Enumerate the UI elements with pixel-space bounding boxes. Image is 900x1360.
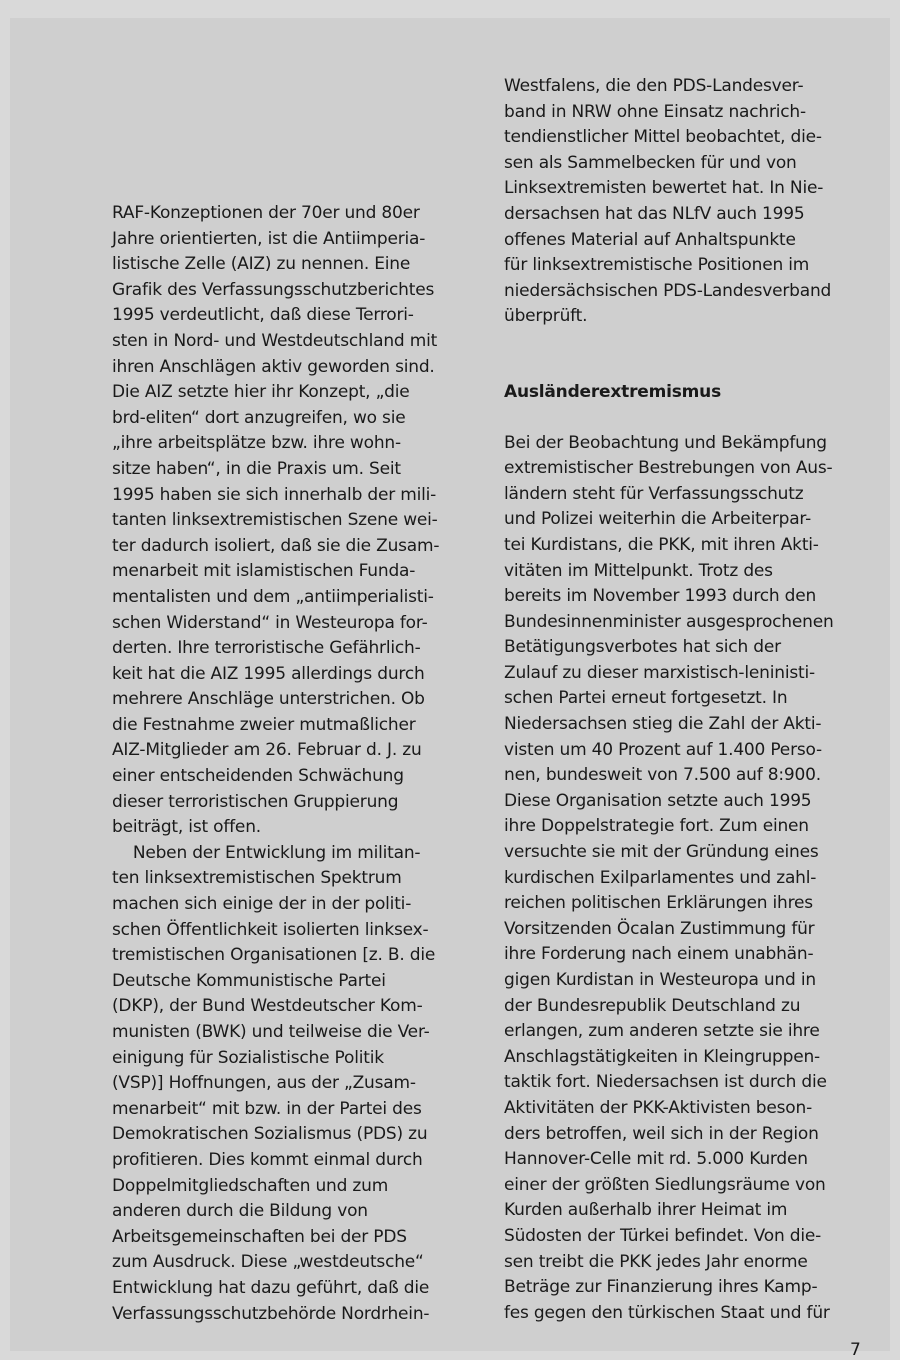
right-text-column xyxy=(504,74,868,1326)
text-line: dieser terroristischen Gruppierung xyxy=(112,791,399,812)
text-line: sitze haben“, in die Praxis um. Seit xyxy=(112,458,401,479)
text-line: Niedersachsen stieg die Zahl der Akti- xyxy=(504,714,822,735)
text-line: Grafik des Verfassungsschutzberichtes xyxy=(112,279,435,300)
left-text-column xyxy=(112,201,472,1327)
text-line: zum Ausdruck. Diese „westdeutsche“ xyxy=(112,1252,424,1273)
text-line: einer entscheidenden Schwächung xyxy=(112,766,404,787)
text-line: ländern steht für Verfassungsschutz xyxy=(504,483,804,504)
text-line: einer der größten Siedlungsräume von xyxy=(504,1174,826,1195)
text-line: bereits im November 1993 durch den xyxy=(504,586,817,607)
text-line: ten linksextremistischen Spektrum xyxy=(112,868,402,889)
text-line: Demokratischen Sozialismus (PDS) zu xyxy=(112,1124,428,1145)
text-line: Betätigungsverbotes hat sich der xyxy=(504,637,781,658)
text-line: Anschlagstätigkeiten in Kleingruppen- xyxy=(504,1046,820,1067)
text-line: Westfalens, die den PDS-Landesver- xyxy=(504,76,804,96)
text-line: niedersächsischen PDS-Landesverband xyxy=(504,280,832,301)
text-line: Beträge zur Finanzierung ihres Kamp- xyxy=(504,1277,818,1298)
text-line: keit hat die AIZ 1995 allerdings durch xyxy=(112,663,425,684)
text-line: Verfassungsschutzbehörde Nordrhein- xyxy=(112,1303,430,1324)
text-line: Kurden außerhalb ihrer Heimat im xyxy=(504,1200,788,1221)
text-line: (DKP), der Bund Westdeutscher Kom- xyxy=(112,996,423,1017)
text-line: Arbeitsgemeinschaften bei der PDS xyxy=(112,1226,407,1247)
spacer xyxy=(504,406,868,431)
text-line: listische Zelle (AIZ) zu nennen. Eine xyxy=(112,254,411,275)
text-line: (VSP)] Hoffnungen, aus der „Zusam- xyxy=(112,1073,416,1094)
text-line: und Polizei weiterhin die Arbeiterpar- xyxy=(504,509,812,530)
text-line: tei Kurdistans, die PKK, mit ihren Akti- xyxy=(504,534,819,555)
text-line: Deutsche Kommunistische Partei xyxy=(112,970,386,991)
document-page xyxy=(10,18,890,1360)
text-line: ders betroffen, weil sich in der Region xyxy=(504,1123,819,1144)
text-line: fes gegen den türkischen Staat und für xyxy=(504,1302,830,1323)
spacer xyxy=(504,330,868,380)
text-line: ihre Forderung nach einem unabhän- xyxy=(504,944,814,965)
text-line: gigen Kurdistan in Westeuropa und in xyxy=(504,970,816,990)
text-line: AIZ-Mitglieder am 26. Februar d. J. zu xyxy=(112,740,422,761)
text-line: taktik fort. Niedersachsen ist durch die xyxy=(504,1072,827,1093)
text-line: brd-eliten“ dort anzugreifen, wo sie xyxy=(112,407,406,428)
text-line: sten in Nord- und Westdeutschland mit xyxy=(112,330,438,351)
text-line: 1995 verdeutlicht, daß diese Terrori- xyxy=(112,305,414,326)
text-line: machen sich einige der in der politi- xyxy=(112,894,412,915)
text-line: die Festnahme zweier mutmaßlicher xyxy=(112,714,416,735)
text-line: vitäten im Mittelpunkt. Trotz des xyxy=(504,560,773,581)
text-line: Südosten der Türkei befindet. Von die- xyxy=(504,1225,822,1246)
text-line: reichen politischen Erklärungen ihres xyxy=(504,893,813,914)
section-heading: Ausländerextremismus xyxy=(504,381,721,402)
text-line: mehrere Anschläge unterstrichen. Ob xyxy=(112,689,425,710)
text-line: Jahre orientierten, ist die Antiimperia- xyxy=(112,228,426,249)
text-line: erlangen, zum anderen setzte sie ihre xyxy=(504,1021,820,1042)
text-line: band in NRW ohne Einsatz nachrich- xyxy=(504,101,806,122)
text-line: sen als Sammelbecken für und von xyxy=(504,152,797,173)
text-line: beiträgt, ist offen. xyxy=(112,817,261,838)
text-line: schen Partei erneut fortgesetzt. In xyxy=(504,688,788,709)
text-line: sen treibt die PKK jedes Jahr enorme xyxy=(504,1251,808,1272)
text-line: 1995 haben sie sich innerhalb der mili- xyxy=(112,484,437,505)
text-line: der Bundesrepublik Deutschland zu xyxy=(504,995,801,1016)
text-line: Entwicklung hat dazu geführt, daß die xyxy=(112,1277,430,1298)
text-line: tremistischen Organisationen [z. B. die xyxy=(112,945,436,966)
text-line: offenes Material auf Anhaltspunkte xyxy=(504,229,796,250)
text-line: Neben der Entwicklung im militan- xyxy=(112,842,421,863)
text-line: für linksextremistische Positionen im xyxy=(504,255,810,276)
text-line: Doppelmitgliedschaften und zum xyxy=(112,1175,389,1196)
text-line: Hannover-Celle mit rd. 5.000 Kurden xyxy=(504,1149,808,1170)
text-line: RAF-Konzeptionen der 70er und 80er xyxy=(112,203,420,223)
text-line: profitieren. Dies kommt einmal durch xyxy=(112,1149,423,1170)
text-line: nen, bundesweit von 7.500 auf 8:900. xyxy=(504,765,821,786)
text-line: dersachsen hat das NLfV auch 1995 xyxy=(504,203,805,224)
right-column-paragraph-bottom xyxy=(504,431,868,1327)
text-line: Zulauf zu dieser marxistisch-leninisti- xyxy=(504,662,815,683)
text-line: versuchte sie mit der Gründung eines xyxy=(504,842,819,863)
text-line: Vorsitzenden Öcalan Zustimmung für xyxy=(504,918,815,939)
page-number: 7 xyxy=(850,1340,861,1360)
text-line: Linksextremisten bewertet hat. In Nie- xyxy=(504,178,824,199)
text-line: Aktivitäten der PKK-Aktivisten beson- xyxy=(504,1097,813,1118)
text-line: kurdischen Exilparlamentes und zahl- xyxy=(504,867,817,888)
text-line: anderen durch die Bildung von xyxy=(112,1201,368,1222)
text-line: Die AIZ setzte hier ihr Konzept, „die xyxy=(112,382,410,403)
text-line: ter dadurch isoliert, daß sie die Zusam- xyxy=(112,535,440,556)
text-line: schen Öffentlichkeit isolierten linksex- xyxy=(112,919,429,940)
text-line: menarbeit“ mit bzw. in der Partei des xyxy=(112,1098,422,1119)
right-column-paragraph-top xyxy=(504,74,868,330)
text-line: tanten linksextremistischen Szene wei- xyxy=(112,510,438,531)
text-line: überprüft. xyxy=(504,306,588,327)
text-line: ihre Doppelstrategie fort. Zum einen xyxy=(504,816,809,837)
text-line: menarbeit mit islamistischen Funda- xyxy=(112,561,416,582)
text-line: Bundesinnenminister ausgesprochenen xyxy=(504,611,834,632)
text-line: Diese Organisation setzte auch 1995 xyxy=(504,790,812,811)
text-line: Bei der Beobachtung und Bekämpfung xyxy=(504,432,827,453)
text-line: tendienstlicher Mittel beobachtet, die- xyxy=(504,127,822,148)
text-line: einigung für Sozialistische Politik xyxy=(112,1047,384,1068)
text-line: visten um 40 Prozent auf 1.400 Perso- xyxy=(504,739,822,760)
text-line: „ihre arbeitsplätze bzw. ihre wohn- xyxy=(112,433,401,454)
text-line: schen Widerstand“ in Westeuropa for- xyxy=(112,612,428,633)
text-line: derten. Ihre terroristische Gefährlich- xyxy=(112,638,421,659)
text-line: munisten (BWK) und teilweise die Ver- xyxy=(112,1022,430,1042)
text-line: extremistischer Bestrebungen von Aus- xyxy=(504,458,833,479)
text-line: mentalisten und dem „antiimperialisti- xyxy=(112,586,434,607)
text-line: ihren Anschlägen aktiv geworden sind. xyxy=(112,356,435,377)
